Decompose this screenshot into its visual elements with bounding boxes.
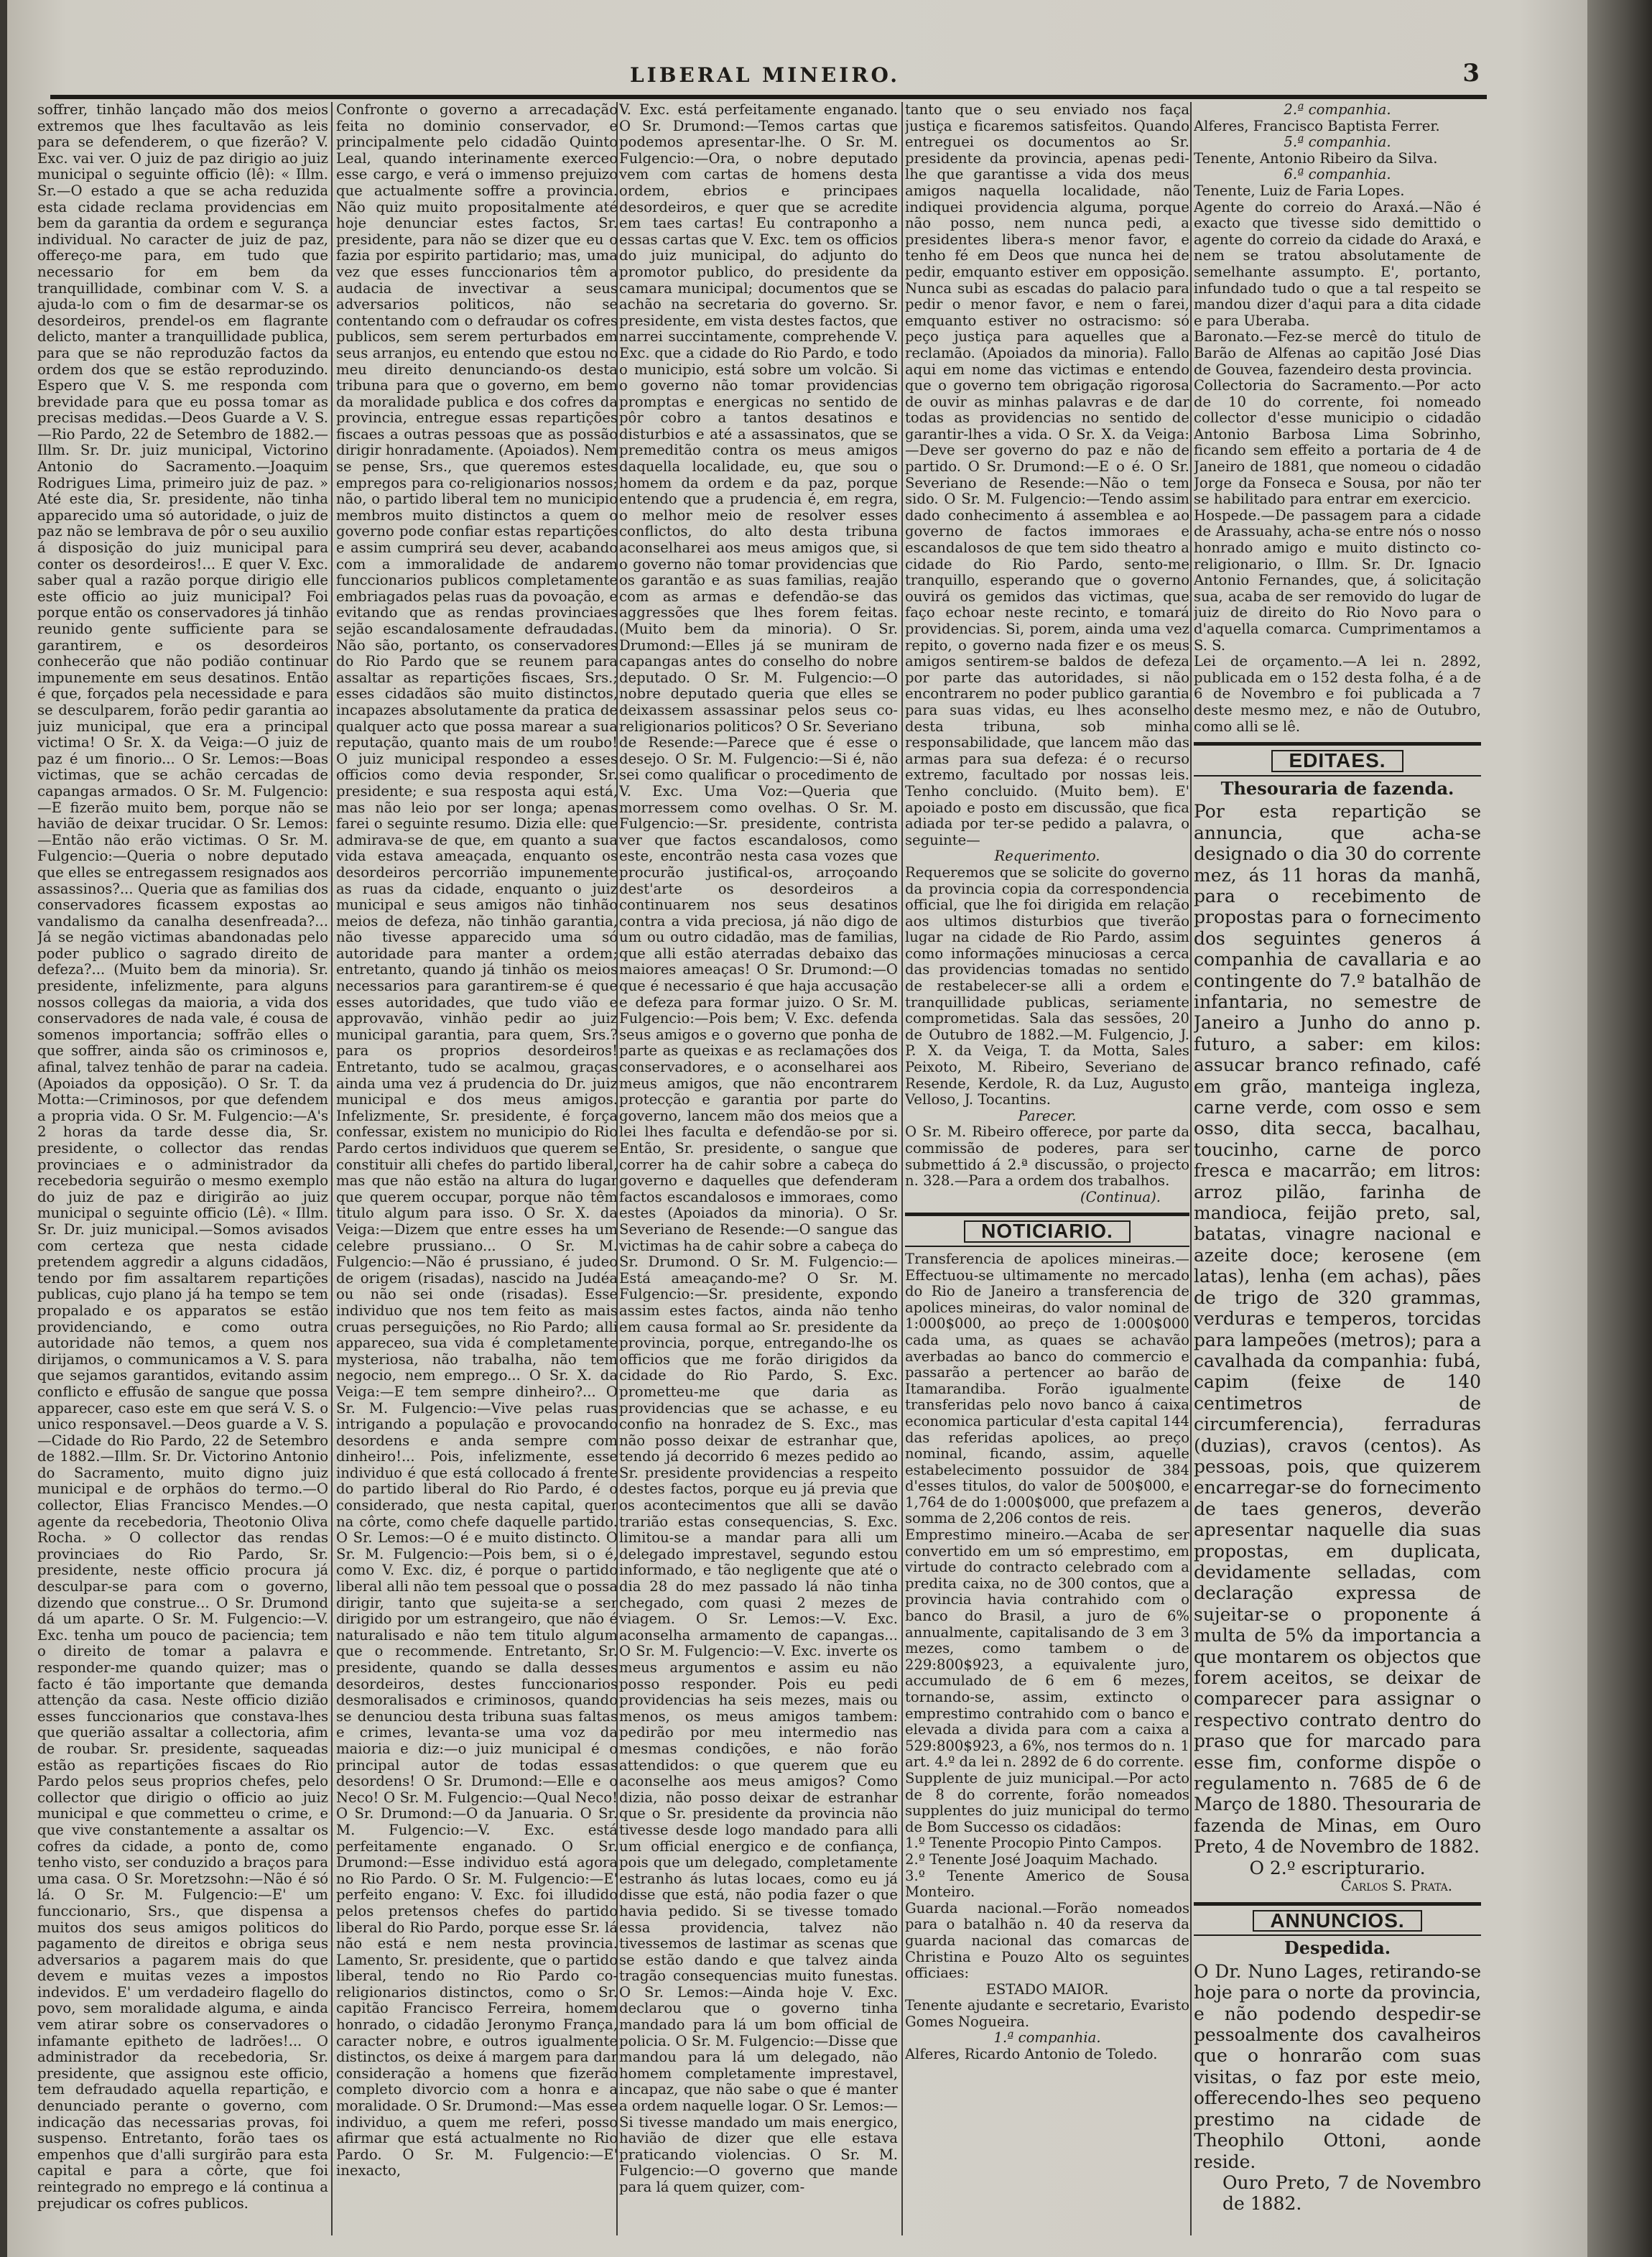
despedida-text: O Dr. Nuno Lages, retirando-se hoje para o norte da provincia, e não podendo despedir-se pessoalmente dos cavalheiros que o honrarão com suas visitas, o faz por este meio, offerecendo-lhes seo pequeno prestimo na cidade de Theophilo Ottoni, aonde reside. [1194,1960,1481,2172]
col2-text: Confronte o governo a arrecadação feita no dominio conservador, e principalmente pelo cidadão Quinto Leal, quando interinamente exerceo esse cargo, e verá o immenso prejuizo que actualmente soffre a provincia. Não quiz muito propositalmente até hoje denunciar estes factos, Sr. presidente, para não se dizer que eu o fazia por espirito partidario; mas, uma vez que esses funccionarios têm a audacia de invectivar a seus adversarios politicos, não se contentando com o defraudar os cofres publicos, sem serem perturbados em seus arranjos, eu entendo que estou no meu direito denunciando-os desta tribuna para que o governo, em bem da moralidade publica e dos cofres da provincia, entregue essas repartições fiscaes a outras pessoas que as possão dirigir honradamente. (Apoiados). Nem se pense, Srs., que queremos estes empregos para co-religionarios nossos; não, o partido liberal tem no municipio membros muito distinctos a quem o governo pode confiar estas repartições e assim cumprirá seu dever, acabando com a immoralidade de andarem funccionarios publicos completamente embriagados pelas ruas da povoação, e evitando que as rendas provinciaes sejão escandalosamente defraudadas. Não são, portanto, os conservadores do Rio Pardo que se reunem para assaltar as repartições fiscaes, Srs.; esses cidadãos são muito distinctos, incapazes absolutamente da pratica de qualquer acto que possa marear a sua reputação, quanto mais de um roubo! O juiz municipal respondeo a esses officios como devia responder, Sr. presidente; e sua resposta aqui está, mas não leio por ser longa; apenas farei o seguinte resumo. Dizia elle: que admirava-se de que, em quanto a sua vida estava ameaçada, enquanto os desordeiros percorrião impunemente as ruas da cidade, enquanto o juiz municipal e seus amigos não tinhão meios de defeza, não tinhão garantia, não tivesse apparecido uma só autoridade para manter a ordem; entretanto, quando já tinhão os meios necessarios para garantirem-se é que esses autoridades, que tudo vião e approvavão, vinhão pedir ao juiz municipal garantia, para quem, Srs.? para os proprios desordeiros! Entretanto, tudo se acalmou, graças ainda uma vez á prudencia do Dr. juiz municipal e dos meus amigos. Infelizmente, Sr. presidente, é força confessar, existem no municipio do Rio Pardo certos individuos que querem se constituir alli chefes do partido liberal, mas que não estão na altura do lugar que querem occupar, porque não têm titulo algum para isso. O Sr. X. da Veiga:—Dizem que entre esses ha um celebre prussiano... O Sr. M. Fulgencio:—Não é prussiano, é judeo de origem (risadas), nascido na Judéa ou não sei onde (risadas). Esse individuo que nos tem feito as mais cruas perseguições, no Rio Pardo; alli appareceo, sua vida é completamente mysteriosa, não trabalha, não tem negocio, nem emprego... O Sr. X. da Veiga:—E tem sempre dinheiro?... O Sr. M. Fulgencio:—Vive pelas ruas intrigando a população e provocando desordens e anda sempre com dinheiro!... Pois, infelizmente, esse individuo é que está collocado á frente do partido liberal do Rio Pardo, é o considerado, que nesta capital, quer na côrte, como chefe daquelle partido. O Sr. Lemos:—O é e muito distincto. O Sr. M. Fulgencio:—Pois bem, si o é, como V. Exc. diz, é porque o partido liberal alli não tem pessoal que o possa dirigir, tanto que sujeita-se a ser dirigido por um estrangeiro, que não é naturalisado e não tem titulo algum que o recommende. Entretanto, Sr. presidente, quando se dalla desses desordeiros, destes funccionarios desmoralisados e criminosos, quando se denunciou desta tribuna suas faltas e crimes, levanta-se uma voz da maioria e diz:—o juiz municipal é o principal autor de todas essas desordens! O Sr. Drumond:—Elle e o Neco! O Sr. M. Fulgencio:—Qual Neco! O Sr. Drumond:—O da Januaria. O Sr. M. Fulgencio:—V. Exc. está perfeitamente enganado. O Sr. Drumond:—Esse individuo está agora no Rio Pardo. O Sr. M. Fulgencio:—E' perfeito engano: V. Exc. foi illudido pelos pretensos chefes do partido liberal do Rio Pardo, porque esse Sr. lá não está e nem nesta provincia. Lamento, Sr. presidente, que o partido liberal, tendo no Rio Pardo co-religionarios distinctos, como o Sr. capitão Francisco Ferreira, homem honrado, o cidadão Jeronymo França, caracter nobre, e outros igualmente distinctos, os deixe á margem para dar consideração a homens que fizerão completo divorcio com a honra e a moralidade. O Sr. Drumond:—Mas esse individuo, a quem me referi, posso afirmar que está actualmente no Rio Pardo. O Sr. M. Fulgencio:—E' inexacto, [336,102,618,2179]
continua-note: (Continua). [1080,1188,1161,1205]
scan-left-edge [0,0,7,2257]
guarda-cont-item: Tenente, Antonio Ribeiro da Silva. [1194,149,1438,167]
header-rule [50,95,1487,99]
signature: Carlos S. Prata. [1340,1878,1452,1895]
column-divider [1190,102,1192,2235]
running-header [43,59,1487,92]
news-agente-correio: Agente do correio do Araxá.—Não é exacto que tivesse sido demittido o agente do correio da cidade do Araxá, e nem se tratou absolutamente de semelhante assumpto. E', portanto, infundado tudo o que a tal respeito se mandou dizer d'aqui para a dita cidade e para Uberaba. [1194,198,1481,329]
guarda-cont-item: Alferes, Francisco Baptista Ferrer. [1194,117,1440,134]
parecer-text: O Sr. M. Ribeiro offerece, por parte da commissão de poderes, para ser submettido á 2.ª discussão, o projecto n. 328.—Para a ordem dos trabalhos. [905,1123,1189,1190]
guarda-item: Alferes, Ricardo Antonio de Toledo. [905,2046,1158,2063]
news-lei-orcamento: Lei de orçamento.—A lei n. 2892, publicada em o 152 desta folha, é a de 6 de Novembro e foi publicada a 7 deste mesmo mez, e não de Outubro, como alli se lê. [1194,653,1481,735]
noticiario-heading: NOTICIARIO. [964,1220,1131,1243]
despedida-date: Ouro Preto, 7 de Novembro de 1882. [1222,2172,1481,2215]
thesouraria-heading: Thesouraria de fazenda. [1220,777,1454,799]
news-supplente: Supplente de juiz municipal.—Por acto de 8 do corrente, forão nomeados supplentes do juiz municipal do termo de Bom Successo os cidadãos: [905,1769,1189,1835]
guarda-item: Tenente ajudante e secretario, Evaristo Gomes Nogueira. [905,1997,1189,2030]
page-number: 3 [1462,59,1480,88]
column-1 [37,102,328,2243]
requerimento-heading: Requerimento. [994,848,1100,865]
estado-maior-heading: ESTADO MAIOR. [985,1980,1109,1998]
column-4 [905,102,1189,2243]
news-emprestimo: Emprestimo mineiro.—Acaba de ser convertido em um só emprestimo, em virtude do contracto celebrado com a predita caixa, no de 300 contos, que a provincia havia contrahido com o banco do Brasil, a juro de 6% annualmente, capitalisando de 3 em 3 mezes, como tambem o de 229:800$923, a equivalente juro, accumulado de 6 em 6 mezes, tornando-se, assim, extincto o emprestimo contrahido com o banco e elevada a divida para com a caixa a 529:800$923, a 6%, nos termos do n. 1 art. 4.º da lei n. 2892 de 6 do corrente. [905,1526,1189,1771]
supplente-item: 2.º Tenente José Joaquim Machado. [905,1850,1159,1868]
requerimento-text: Requeremos que se solicite do governo da provincia copia da correspondencia official, que lhe foi dirigida em relação aos ultimos disturbios que tiverão lugar na cidade de Rio Pardo, assim como informações minuciosas a cerca das providencias tomadas no sentido de restabelecer-se alli a ordem e tranquillidade publicas, seriamente comprometidas. Sala das sessões, 20 de Outubro de 1882.—M. Fulgencio, J. P. X. da Veiga, T. da Motta, Sales Peixoto, M. Ribeiro, Severiano de Resende, Kerdole, R. da Luz, Augusto Velloso, J. Tocantins. [905,863,1189,1108]
news-collectoria: Collectoria do Sacramento.—Por acto de 10 do corrente, foi nomeado collector d'esse municipio o cidadão Antonio Barbosa Lima Sobrinho, ficando sem effeito a portaria de 4 de Janeiro de 1881, que nomeou o cidadão Jorge da Fonseca e Sousa, por não ter se habilitado para entrar em exercicio. [1194,377,1481,508]
noticiario-section-header [905,1213,1189,1247]
book-binding-edge [1587,0,1652,2257]
supplente-item: 3.º Tenente Americo de Sousa Monteiro. [905,1867,1189,1901]
editaes-heading: EDITAES. [1271,750,1403,772]
newspaper-title: LIBERAL MINEIRO. [629,63,901,87]
guarda-item: 1.ª companhia. [993,2029,1101,2047]
col1-text: soffrer, tinhão lançado mão dos meios extremos que lhes facultavão as leis para se defenderem, o que fizerão? V. Exc. vai ver. O juiz de paz dirigio ao juiz municipal o seguinte officio (lê): « Illm. Sr.—O estado a que se acha reduzida esta cidade reclama providencias em bem da garantia da ordem e segurança individual. No caracter de juiz de paz, offereço-me para, em tudo que necessario for em bem da tranquillidade, combinar com V. S. a ajuda-lo com o fim de desarmar-se os desordeiros, prendel-os em flagrante delicto, manter a tranquillidade publica, para que se não reproduzão factos da ordem dos que se estão reproduzindo. Espero que V. S. me responda com brevidade para que eu possa tomar as precisas medidas.—Deos Guarde a V. S.—Rio Pardo, 22 de Setembro de 1882.—Illm. Sr. Dr. juiz municipal, Victorino Antonio do Sacramento.—Joaquim Rodrigues Lima, primeiro juiz de paz. » Até este dia, Sr. presidente, não tinha apparecido uma só autoridade, o juiz de paz não se lembrava de pôr o seu auxilio á disposição do juiz municipal para conter os desordeiros!... E quer V. Exc. saber qual a razão porque dirigio elle este officio ao juiz municipal? Foi porque então os conservadores já tinhão reunido gente sufficiente para se garantirem, e os desordeiros conhecerão que não podião continuar impunemente em seus desatinos. Então é que, forçados pela necessidade e para se desculparem, forão pedir garantia ao juiz municipal, que era a principal victima! O Sr. X. da Veiga:—O juiz de paz é um finorio... O Sr. Lemos:—Boas victimas, que se achão cercadas de capangas armados. O Sr. M. Fulgencio:—E fizerão muito bem, porque não se havião de deixar trucidar. O Sr. Lemos:—Então não erão victimas. O Sr. M. Fulgencio:—Queria o nobre deputado que elles se entregassem resignados aos assassinos?... Queria que as familias dos conservadores ficassem expostas ao vandalismo da canalha desenfreada?... Já se negão victimas abandonadas pelo poder publico o sagrado direito de defeza?... (Muito bem da minoria). Sr. presidente, infelizmente, para alguns nossos collegas da maioria, a vida dos conservadores de nada vale, é cousa de somenos importancia; soffrão elles o que soffrer, ainda são os criminosos e, afinal, talvez tenhão de parar na cadeia. (Apoiados da opposição). O Sr. T. da Motta:—Criminosos, por que defendem a propria vida. O Sr. M. Fulgencio:—A's 2 horas da tarde desse dia, Sr. presidente, o collector das rendas provinciaes e o administrador da recebedoria seguirão o mesmo exemplo do juiz de paz e dirigirão ao juiz municipal o seguinte officio (Lê). « Illm. Sr. Dr. juiz municipal.—Somos avisados com certeza que nesta cidade pretendem aggredir a alguns cidadãos, tendo por fim assaltarem repartições publicas, cujo plano já ha tempo se tem propalado e os apparatos se estão providenciando, e como outra autoridade não temos, a quem nos dirijamos, o communicamos a V. S. para que sejamos garantidos, evitando assim conflicto e effusão de sangue que possa apparecer, caso este em que será V. S. o unico responsavel.—Deos guarde a V. S.—Cidade do Rio Pardo, 22 de Setembro de 1882.—Illm. Sr. Dr. Victorino Antonio do Sacramento, muito digno juiz municipal e de orphãos do termo.—O collector, Elias Francisco Mendes.—O agente da recebedoria, Theotonio Oliva Rocha. » O collector das rendas provinciaes do Rio Pardo, Sr. presidente, neste officio procura já desculpar-se para com o governo, dizendo que construe... O Sr. Drumond dá um aparte. O Sr. M. Fulgencio:—V. Exc. tenha um pouco de paciencia; tem o direito de tomar a palavra e responder-me quando quizer; mas o facto é tão importante que demanda attenção da casa. Neste officio dizião esses funccionarios que constava-lhes que querião assaltar a collectoria, afim de roubar. Sr. presidente, saqueadas estão as repartições fiscaes do Rio Pardo pelos seus proprios chefes, pelo collector que dirigio o officio ao juiz municipal e que commetteu o crime, e que vive constantemente a assaltar os cofres da cidade, a ponto de, como tenho visto, ser conduzido a braços para uma casa. O Sr. Moretzsohn:—Não é só lá. O Sr. M. Fulgencio:—E' um funccionario, Srs., que dispensa a muitos dos seus amigos politicos do pagamento de direitos e obriga seus adversarios a pagarem mais do que devem e muitas vezes a impostos indevidos. E' um verdadeiro flagello do povo, sem moralidade alguma, e ainda vem atirar sobre os conservadores o infamante epitheto de ladrões!... O administrador da recebedoria, Sr. presidente, que assignou este officio, tem defraudado aquella repartição, e denunciado perante o governo, com indicação das necessarias provas, foi suspenso. Entretanto, forão taes os empenhos que d'alli surgirão para esta capital e para a côrte, que foi reintegrado no emprego e lá continua a prejudicar os cofres publicos. [37,102,328,2212]
column-divider [901,102,903,2235]
supplente-item: 1.º Tenente Procopio Pinto Campos. [905,1835,1162,1852]
guarda-cont-item: 2.ª companhia. [1284,102,1391,118]
edital-text: Por esta repartição se annuncia, que acha-se designado o dia 30 do corrente mez, ás 11 horas da manhã, para o recebimento de propostas para o fornecimento dos seguintes generos á companhia de cavallaria e ao contingente do 7.º batalhão de infantaria, no semestre de Janeiro a Junho do anno p. futuro, a saber: em kilos: assucar branco refinado, café em grão, manteiga ingleza, carne verde, com osso e sem osso, dita secca, bacalhau, toucinho, carne de porco fresca e macarrão; em litros: arroz pilão, farinha de mandioca, feijão preto, sal, batatas, vinagre nacional e azeite doce; kerosene (em latas), lenha (em achas), pães de trigo de 320 grammas, verduras e temperos, torcidas para lampeões (metros); para a cavalhada da companhia: fubá, capim (feixe de 140 centimetros de circumferencia), ferraduras (duzias), cravos (centos). As pessoas, pois, que quizerem encarregar-se do fornecimento de taes generos, deverão apresentar naquelle dia suas propostas, em duplicata, devidamente selladas, com declaração expressa de sujeitar-se o proponente á multa de 5% da importancia a que montarem os objectos que forem aceitos, se deixar de comparecer para assignar o respectivo contrato dentro do praso que for marcado para esse fim, conforme dispõe o regulamento n. 7685 de 6 de Março de 1880. Thesouraria de fazenda de Minas, em Ouro Preto, 4 de Novembro de 1882. [1194,801,1481,1858]
col3-text: V. Exc. está perfeitamente enganado. O Sr. Drumond:—Temos cartas que podemos apresentar-lhe. O Sr. M. Fulgencio:—Ora, o nobre deputado vem com cartas de homens desta ordem, ebrios e principaes desordeiros, e quer que se acredite em taes cartas! Eu contraponho a essas cartas que V. Exc. tem os officios do juiz municipal, do adjunto do promotor publico, do presidente da camara municipal; documentos que se achão na secretaria do governo. Sr. presidente, em vista destes factos, que narrei succintamente, comprehende V. Exc. que a cidade do Rio Pardo, e todo o municipio, está sobre um volcão. Si o governo não tomar providencias promptas e energicas no sentido de pôr cobro a tantos desatinos e disturbios e até a assassinatos, que se premeditão contra os meus amigos daquella localidade, eu, que sou o homem da ordem e da paz, porque entendo que a prudencia é, em regra, o melhor meio de resolver esses conflictos, do alto desta tribuna aconselharei aos meus amigos que, si o governo não tomar providencias que os garantão e as suas familias, reajão com as armas e defendão-se das aggressões que lhes forem feitas. (Muito bem da minoria). O Sr. Drumond:—Elles já se muniram de capangas antes do conselho do nobre deputado. O Sr. M. Fulgencio:—O nobre deputado queria que elles se deixassem assassinar pelos seus co-religionarios politicos? O Sr. Severiano de Resende:—Parece que é esse o desejo. O Sr. M. Fulgencio:—Si é, não sei como qualificar o procedimento de V. Exc. Uma Voz:—Queria que morressem como ovelhas. O Sr. M. Fulgencio:—Sr. presidente, contrista ver que factos escandalosos, como este, encontrão nesta casa vozes que procurão justifical-os, arroçoando dest'arte os desordeiros a continuarem nos seus desatinos contra a vida preciosa, já não digo de um ou outro cidadão, mas de familias, que alli estão aterradas debaixo das maiores ameaças! O Sr. Drumond:—O que é necessario é que haja accusação e defeza para formar juizo. O Sr. M. Fulgencio:—Pois bem; V. Exc. defenda seus amigos e o governo que ponha de parte as queixas e as reclamações dos conservadores, e o aconselharei aos meus amigos, que não encontrarem protecção e garantia por parte do governo, lancem mão dos meios que a lei lhes faculta e defendão-se por si. Então, Sr. presidente, o sangue que correr ha de cahir sobre a cabeça do governo e daquelles que defenderam factos escandalosos e immoraes, como estes (Apoiados da minoria). O Sr. Severiano de Resende:—O sangue das victimas ha de cahir sobre a cabeça do Sr. Drumond. O Sr. M. Fulgencio:—Está ameaçando-me? O Sr. M. Fulgencio:—Sr. presidente, expondo assim estes factos, ainda não tenho em causa formal ao Sr. presidente da provincia, porque, entregando-lhe os officios que me forão dirigidos da cidade do Rio Pardo, S. Exc. prometteu-me que daria as providencias que se achasse, e eu confio na honradez de S. Exc., mas não posso deixar de estranhar que, tendo já decorrido 6 mezes pedido ao Sr. presidente providencias a respeito destes factos, porque eu já previa que os acontecimentos que alli se davão trarião estas consequencias, S. Exc. limitou-se a mandar para alli um delegado imprestavel, segundo estou informado, e tão negligente que até o dia 28 do mez passado lá não tinha chegado, com quasi 2 mezes de viagem. O Sr. Lemos:—V. Exc. aconselha armamento de capangas... O Sr. M. Fulgencio:—V. Exc. inverte os meus argumentos e assim eu não posso responder. Pois eu pedi providencias ha seis mezes, mais ou menos, os meus amigos tambem: pedirão por meu intermedio nas mesmas condições, e não forão attendidos: o que querem que eu aconselhe aos meus amigos? Como dizia, não posso deixar de estranhar que o Sr. presidente da provincia não tivesse desde logo mandado para alli um official energico e de confiança, pois que um delegado, completamente estranho ás lutas locaes, como eu já disse que está, não podia fazer o que havia pedido. Si se tivesse tomado essa providencia, talvez não tivessemos de lastimar as scenas que se estão dando e que talvez ainda tragão consequencias muito funestas. O Sr. Lemos:—Ainda hoje V. Exc. declarou que o governo tinha mandado para lá um bom official de policia. O Sr. M. Fulgencio:—Disse que mandou para lá um delegado, não homem completamente imprestavel, incapaz, que não sabe o que é manter a ordem naquelle logar. O Sr. Lemos:—Si tivesse mandado um mais energico, havião de dizer que elle estava praticando violencias. O Sr. M. Fulgencio:—O governo que mande para lá quem quizer, com- [619,102,898,2195]
news-hospede: Hospede.—De passagem para a cidade de Arassuahy, acha-se entre nós o nosso honrado amigo e muito distincto co-religionario, o Illm. Sr. Dr. Ignacio Antonio Fernandes, que, á solicitação sua, acaba de ser removido do lugar de juiz de direito do Rio Novo para o d'aquella comarca. Cumprimentamos a S. S. [1194,506,1481,654]
news-baronato: Baronato.—Fez-se mercê do titulo de Barão de Alfenas ao capitão José Dias de Gouvea, fazendeiro desta provincia. [1194,328,1481,378]
column-2 [336,102,618,2243]
col4-paragraph-1: tanto que o seu enviado nos faça justiça e ficaremos satisfeitos. Quando entreguei os documentos ao Sr. presidente da provincia, apenas pedi-lhe que garantisse a vida dos meus amigos naquella localidade, não indiquei providencia alguma, porque não posso, nem nunca pedi, a presidentes libera-s menor favor, e tenho fé em Deos que nunca hei de pedir, emquanto estiver em opposição. Nunca subi as escadas do palacio para pedir o menor favor, e nem o farei, emquanto estiver no ostracismo: só peço justiça para aquelles que a reclamão. (Apoiados da minoria). Fallo aqui em nome das victimas e entendo que o governo tem obrigação rigorosa de ouvir as minhas palavras e de dar todas as providencias no sentido de garantir-lhes a vida. O Sr. X. da Veiga:—Deve ser governo do paz e não de partido. O Sr. Drumond:—E o é. O Sr. Severiano de Resende:—Não o tem sido. O Sr. M. Fulgencio:—Tendo assim dado conhecimento á assemblea e ao governo de factos immoraes e escandalosos de que tem sido theatro a cidade do Rio Pardo, sento-me tranquillo, esperando que o governo ouvirá os gemidos das victimas, que faço echoar neste recinto, e tomará providencias. Si, porem, ainda uma vez repito, o governo nada fizer e os meus amigos sentirem-se baldos de defeza por parte das autoridades, si não encontrarem no poder publico garantia para suas vidas, eu lhes aconselho desta tribuna, sob minha responsabilidade, que lancem mão das armas para sua defeza: é o recurso extremo, facultado por nossas leis. Tenho concluido. (Muito bem). E' apoiado e posto em discussão, que fica adiada por ter-se pedido a palavra, o seguinte— [905,102,1189,848]
parecer-heading: Parecer. [1018,1107,1077,1124]
column-5 [1194,102,1481,2243]
annuncios-section-header [1194,1902,1481,1937]
news-guarda: Guarda nacional.—Forão nomeados para o batalhão n. 40 da reserva da guarda nacional das comarcas de Christina e Pouzo Alto os seguintes officiaes: [905,1899,1189,1982]
column-divider [331,102,333,2235]
escripturario-line: O 2.º escripturario. [1249,1857,1426,1878]
editaes-section-header [1194,742,1481,777]
column-3 [619,102,898,2243]
despedida-heading: Despedida. [1284,1937,1391,1959]
guarda-cont-item: 6.ª companhia. [1284,166,1391,183]
news-transferencia: Transferencia de apolices mineiras.—Effectuou-se ultimamente no mercado do Rio de Janeiro a transferencia de apolices mineiras, do valor nominal de 1:000$000, ao preço de 1:000$000 cada uma, as quaes se achavão averbadas ao banco do commercio e passarão a pertencer ao barão de Itamarandiba. Forão igualmente transferidas pelo novo banco á caixa economica particular d'esta capital 144 das referidas apolices, ao preço nominal, ficando, assim, aquelle estabelecimento possuidor de 384 d'esses titulos, do valor de 500$000, e 1,764 de do 1:000$000, que prefazem a somma de 2,206 contos de reis. [905,1250,1189,1527]
guarda-cont-item: Tenente, Luiz de Faria Lopes. [1194,182,1405,199]
annuncios-heading: ANNUNCIOS. [1253,1910,1421,1932]
guarda-cont-item: 5.ª companhia. [1284,134,1391,151]
